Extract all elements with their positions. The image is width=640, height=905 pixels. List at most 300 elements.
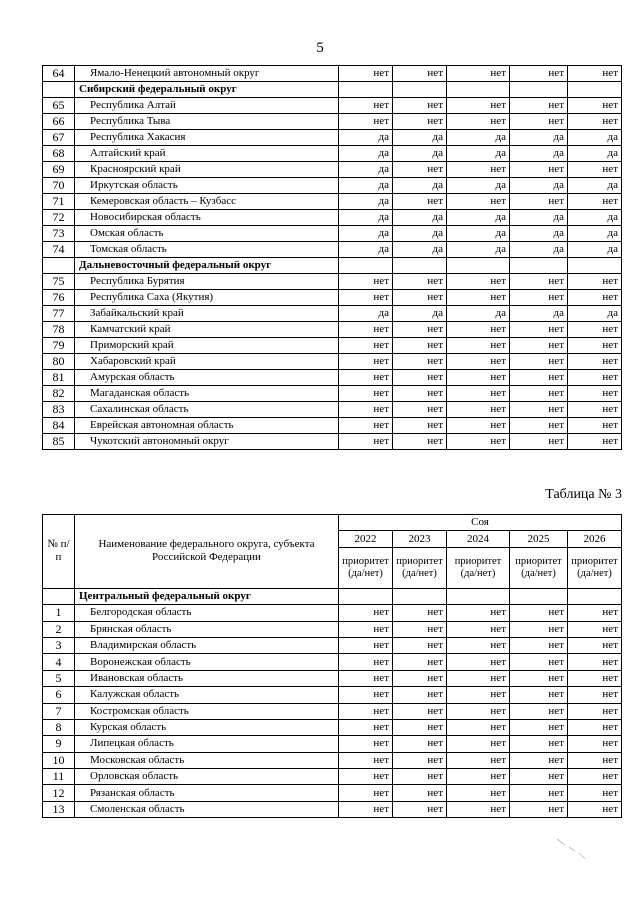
- region-name: Брянская область: [75, 621, 339, 637]
- priority-value: нет: [393, 370, 447, 386]
- priority-value: да: [393, 210, 447, 226]
- empty-cell: [568, 258, 622, 274]
- priority-value: нет: [339, 386, 393, 402]
- region-name: Чукотский автономный округ: [75, 434, 339, 450]
- priority-value: да: [339, 210, 393, 226]
- priority-value: да: [339, 130, 393, 146]
- priority-value: нет: [393, 654, 447, 670]
- priority-value: нет: [568, 194, 622, 210]
- priority-value: нет: [339, 769, 393, 785]
- section-row: [43, 588, 622, 604]
- priority-value: да: [510, 130, 568, 146]
- priority-value: нет: [447, 785, 510, 801]
- priority-value: нет: [510, 621, 568, 637]
- priority-value: нет: [510, 752, 568, 768]
- row-number: 6: [43, 687, 75, 703]
- empty-cell: [447, 258, 510, 274]
- priority-value: нет: [510, 290, 568, 306]
- row-number: 70: [43, 178, 75, 194]
- region-name: Хабаровский край: [75, 354, 339, 370]
- priority-value: да: [510, 306, 568, 322]
- priority-value: нет: [510, 801, 568, 817]
- priority-value: нет: [393, 801, 447, 817]
- priority-value: нет: [393, 402, 447, 418]
- table-row: [43, 130, 622, 146]
- header-year: 2023: [393, 531, 447, 547]
- priority-value: нет: [339, 370, 393, 386]
- region-name: Калужская область: [75, 687, 339, 703]
- empty-cell: [339, 588, 393, 604]
- priority-value: да: [339, 194, 393, 210]
- region-name: Томская область: [75, 242, 339, 258]
- priority-value: да: [447, 210, 510, 226]
- region-name: Еврейская автономная область: [75, 418, 339, 434]
- empty-cell: [447, 588, 510, 604]
- row-number: 68: [43, 146, 75, 162]
- priority-value: нет: [339, 418, 393, 434]
- region-name: Воронежская область: [75, 654, 339, 670]
- priority-value: нет: [510, 785, 568, 801]
- priority-value: нет: [568, 605, 622, 621]
- table-row: [43, 402, 622, 418]
- row-number: 1: [43, 605, 75, 621]
- empty-cell: [393, 588, 447, 604]
- priority-value: да: [568, 210, 622, 226]
- row-number: 8: [43, 719, 75, 735]
- region-name: Амурская область: [75, 370, 339, 386]
- table-row: [43, 621, 622, 637]
- priority-value: нет: [393, 605, 447, 621]
- row-number: 2: [43, 621, 75, 637]
- table-row: [43, 687, 622, 703]
- priority-value: нет: [447, 354, 510, 370]
- row-number: 79: [43, 338, 75, 354]
- table-row: [43, 386, 622, 402]
- header-name: Наименование федерального округа, субъекта Российской Федерации: [75, 515, 339, 589]
- priority-value: нет: [393, 736, 447, 752]
- table-row: [43, 736, 622, 752]
- empty-cell: [393, 258, 447, 274]
- priority-value: нет: [568, 162, 622, 178]
- empty-cell: [510, 82, 568, 98]
- region-name: Рязанская область: [75, 785, 339, 801]
- priority-value: нет: [568, 687, 622, 703]
- table-row: [43, 637, 622, 653]
- priority-value: нет: [339, 338, 393, 354]
- priority-value: нет: [393, 290, 447, 306]
- priority-value: нет: [510, 418, 568, 434]
- priority-value: нет: [568, 322, 622, 338]
- table-row: [43, 242, 622, 258]
- priority-value: да: [447, 242, 510, 258]
- row-number: 73: [43, 226, 75, 242]
- row-number: 74: [43, 242, 75, 258]
- priority-value: нет: [510, 687, 568, 703]
- priority-value: нет: [447, 274, 510, 290]
- priority-value: нет: [568, 801, 622, 817]
- priority-value: нет: [447, 114, 510, 130]
- region-name: Владимирская область: [75, 637, 339, 653]
- priority-value: нет: [447, 719, 510, 735]
- empty-cell: [510, 588, 568, 604]
- priority-value: нет: [393, 687, 447, 703]
- header-priority: приоритет (да/нет): [510, 547, 568, 588]
- row-number: 7: [43, 703, 75, 719]
- section-title: Сибирский федеральный округ: [75, 82, 339, 98]
- row-number: 66: [43, 114, 75, 130]
- header-priority: приоритет (да/нет): [447, 547, 510, 588]
- section-row: [43, 82, 622, 98]
- region-name: Красноярский край: [75, 162, 339, 178]
- empty-cell: [447, 82, 510, 98]
- priority-value: нет: [568, 769, 622, 785]
- table-row: [43, 719, 622, 735]
- row-number: 4: [43, 654, 75, 670]
- empty-cell: [568, 588, 622, 604]
- region-name: Приморский край: [75, 338, 339, 354]
- region-name: Республика Саха (Якутия): [75, 290, 339, 306]
- header-priority: приоритет (да/нет): [339, 547, 393, 588]
- priority-value: да: [339, 306, 393, 322]
- empty-cell: [339, 82, 393, 98]
- priority-value: нет: [339, 290, 393, 306]
- priority-value: нет: [510, 670, 568, 686]
- priority-value: да: [393, 242, 447, 258]
- priority-value: нет: [339, 322, 393, 338]
- table-row: [43, 354, 622, 370]
- priority-value: нет: [447, 621, 510, 637]
- table-row: [43, 654, 622, 670]
- priority-value: нет: [447, 654, 510, 670]
- priority-value: нет: [393, 769, 447, 785]
- priority-value: нет: [568, 418, 622, 434]
- priority-value: нет: [568, 98, 622, 114]
- priority-value: нет: [447, 801, 510, 817]
- header-year: 2022: [339, 531, 393, 547]
- section-row: [43, 258, 622, 274]
- priority-value: нет: [393, 752, 447, 768]
- priority-value: нет: [568, 274, 622, 290]
- row-number: 65: [43, 98, 75, 114]
- priority-value: нет: [510, 637, 568, 653]
- region-name: Республика Бурятия: [75, 274, 339, 290]
- priority-value: нет: [447, 66, 510, 82]
- empty-cell: [510, 258, 568, 274]
- priority-value: нет: [447, 605, 510, 621]
- priority-value: нет: [447, 370, 510, 386]
- table-row: [43, 670, 622, 686]
- priority-value: нет: [510, 703, 568, 719]
- priority-value: нет: [510, 402, 568, 418]
- priority-value: нет: [568, 114, 622, 130]
- priority-value: нет: [568, 637, 622, 653]
- section-title: Центральный федеральный округ: [75, 588, 339, 604]
- priority-value: нет: [339, 670, 393, 686]
- table-row: [43, 274, 622, 290]
- row-number: 11: [43, 769, 75, 785]
- priority-value: нет: [393, 386, 447, 402]
- priority-value: нет: [447, 402, 510, 418]
- priority-value: нет: [393, 785, 447, 801]
- priority-value: нет: [447, 637, 510, 653]
- priority-value: нет: [568, 386, 622, 402]
- region-name: Иркутская область: [75, 178, 339, 194]
- row-number: 78: [43, 322, 75, 338]
- region-name: Новосибирская область: [75, 210, 339, 226]
- region-name: Кемеровская область – Кузбасс: [75, 194, 339, 210]
- priority-value: нет: [393, 322, 447, 338]
- priority-value: нет: [510, 386, 568, 402]
- priority-value: нет: [393, 66, 447, 82]
- region-name: Алтайский край: [75, 146, 339, 162]
- priority-value: нет: [393, 162, 447, 178]
- row-number: 80: [43, 354, 75, 370]
- header-priority: приоритет (да/нет): [393, 547, 447, 588]
- priority-value: нет: [339, 434, 393, 450]
- priority-value: да: [339, 146, 393, 162]
- priority-value: нет: [510, 114, 568, 130]
- priority-value: нет: [393, 98, 447, 114]
- priority-value: нет: [568, 66, 622, 82]
- priority-value: нет: [339, 98, 393, 114]
- priority-value: да: [339, 178, 393, 194]
- priority-value: нет: [339, 719, 393, 735]
- table-row: [43, 322, 622, 338]
- priority-value: да: [568, 178, 622, 194]
- priority-value: нет: [510, 338, 568, 354]
- table-row: [43, 434, 622, 450]
- priority-value: нет: [393, 338, 447, 354]
- row-number: 9: [43, 736, 75, 752]
- page-number: 5: [316, 40, 324, 56]
- priority-value: нет: [510, 274, 568, 290]
- table-row: [43, 146, 622, 162]
- priority-value: да: [447, 226, 510, 242]
- header-year: 2024: [447, 531, 510, 547]
- priority-value: да: [568, 242, 622, 258]
- header-num: № п/п: [43, 515, 75, 589]
- empty-cell: [393, 82, 447, 98]
- priority-value: нет: [447, 670, 510, 686]
- priority-value: нет: [393, 114, 447, 130]
- row-number: 12: [43, 785, 75, 801]
- row-number: 10: [43, 752, 75, 768]
- priority-value: да: [568, 306, 622, 322]
- priority-value: нет: [447, 703, 510, 719]
- priority-value: нет: [447, 687, 510, 703]
- priority-value: да: [339, 162, 393, 178]
- priority-value: нет: [568, 434, 622, 450]
- priority-value: нет: [447, 98, 510, 114]
- table-row: [43, 114, 622, 130]
- table-row: [43, 178, 622, 194]
- priority-value: нет: [447, 194, 510, 210]
- priority-value: нет: [447, 434, 510, 450]
- priority-value: нет: [393, 703, 447, 719]
- priority-value: нет: [568, 402, 622, 418]
- region-name: Курская область: [75, 719, 339, 735]
- priority-value: да: [339, 242, 393, 258]
- priority-value: да: [447, 130, 510, 146]
- region-name: Омская область: [75, 226, 339, 242]
- priority-value: нет: [393, 621, 447, 637]
- priority-value: нет: [568, 621, 622, 637]
- priority-value: да: [393, 178, 447, 194]
- row-number: 82: [43, 386, 75, 402]
- priority-value: нет: [447, 290, 510, 306]
- table-row: [43, 290, 622, 306]
- region-name: Магаданская область: [75, 386, 339, 402]
- priority-value: нет: [568, 670, 622, 686]
- header-crop: Соя: [339, 515, 622, 531]
- priority-value: нет: [568, 354, 622, 370]
- row-number: [43, 258, 75, 274]
- priority-value: да: [510, 146, 568, 162]
- region-name: Московская область: [75, 752, 339, 768]
- priority-value: нет: [339, 637, 393, 653]
- priority-value: нет: [339, 274, 393, 290]
- header-year: 2025: [510, 531, 568, 547]
- row-number: 81: [43, 370, 75, 386]
- priority-value: нет: [510, 194, 568, 210]
- region-name: Ивановская область: [75, 670, 339, 686]
- priority-value: да: [393, 146, 447, 162]
- priority-value: нет: [447, 418, 510, 434]
- priority-value: нет: [568, 703, 622, 719]
- priority-value: нет: [510, 162, 568, 178]
- priority-value: нет: [447, 322, 510, 338]
- table-3: [42, 514, 622, 818]
- priority-value: да: [393, 130, 447, 146]
- priority-value: нет: [510, 66, 568, 82]
- table-row: [43, 338, 622, 354]
- priority-value: нет: [447, 162, 510, 178]
- region-name: Ямало-Ненецкий автономный округ: [75, 66, 339, 82]
- priority-value: нет: [510, 354, 568, 370]
- priority-value: нет: [510, 719, 568, 735]
- priority-value: нет: [339, 605, 393, 621]
- table-row: [43, 306, 622, 322]
- priority-value: нет: [339, 402, 393, 418]
- scan-mark: [555, 835, 595, 865]
- table-row: [43, 785, 622, 801]
- priority-value: да: [510, 210, 568, 226]
- priority-value: нет: [393, 354, 447, 370]
- priority-value: нет: [393, 637, 447, 653]
- row-number: 71: [43, 194, 75, 210]
- priority-value: да: [339, 226, 393, 242]
- priority-value: да: [568, 146, 622, 162]
- section-title: Дальневосточный федеральный округ: [75, 258, 339, 274]
- priority-value: да: [447, 178, 510, 194]
- region-name: Костромская область: [75, 703, 339, 719]
- priority-value: да: [510, 178, 568, 194]
- priority-value: нет: [568, 736, 622, 752]
- priority-value: нет: [447, 769, 510, 785]
- empty-cell: [568, 82, 622, 98]
- row-number: 5: [43, 670, 75, 686]
- priority-value: нет: [447, 752, 510, 768]
- priority-value: нет: [339, 114, 393, 130]
- priority-value: нет: [510, 98, 568, 114]
- table-row: [43, 98, 622, 114]
- row-number: [43, 588, 75, 604]
- table-row: [43, 162, 622, 178]
- region-name: Республика Тыва: [75, 114, 339, 130]
- priority-value: нет: [568, 752, 622, 768]
- priority-value: нет: [510, 736, 568, 752]
- priority-value: нет: [510, 654, 568, 670]
- row-number: 83: [43, 402, 75, 418]
- priority-value: нет: [339, 687, 393, 703]
- priority-value: нет: [568, 785, 622, 801]
- priority-value: нет: [447, 736, 510, 752]
- priority-value: нет: [339, 354, 393, 370]
- priority-value: нет: [510, 605, 568, 621]
- row-number: 84: [43, 418, 75, 434]
- priority-value: нет: [393, 670, 447, 686]
- priority-value: да: [393, 306, 447, 322]
- priority-value: нет: [447, 386, 510, 402]
- priority-value: нет: [339, 736, 393, 752]
- row-number: [43, 82, 75, 98]
- row-number: 85: [43, 434, 75, 450]
- table-row: [43, 752, 622, 768]
- priority-value: нет: [568, 370, 622, 386]
- priority-value: нет: [568, 290, 622, 306]
- row-number: 13: [43, 801, 75, 817]
- priority-value: да: [447, 306, 510, 322]
- row-number: 3: [43, 637, 75, 653]
- row-number: 69: [43, 162, 75, 178]
- row-number: 76: [43, 290, 75, 306]
- table-row: [43, 66, 622, 82]
- priority-value: нет: [339, 621, 393, 637]
- table-row: [43, 769, 622, 785]
- table-row: [43, 370, 622, 386]
- region-name: Камчатский край: [75, 322, 339, 338]
- priority-value: нет: [393, 274, 447, 290]
- priority-value: нет: [568, 654, 622, 670]
- priority-value: нет: [339, 66, 393, 82]
- priority-value: нет: [339, 703, 393, 719]
- priority-value: нет: [339, 654, 393, 670]
- region-name: Орловская область: [75, 769, 339, 785]
- priority-value: нет: [339, 785, 393, 801]
- row-number: 77: [43, 306, 75, 322]
- region-name: Сахалинская область: [75, 402, 339, 418]
- region-name: Смоленская область: [75, 801, 339, 817]
- table-row: [43, 605, 622, 621]
- priority-value: да: [510, 226, 568, 242]
- row-number: 75: [43, 274, 75, 290]
- priority-value: нет: [510, 434, 568, 450]
- header-priority: приоритет (да/нет): [568, 547, 622, 588]
- priority-value: да: [447, 146, 510, 162]
- region-name: Забайкальский край: [75, 306, 339, 322]
- table-row: [43, 210, 622, 226]
- row-number: 64: [43, 66, 75, 82]
- header-year: 2026: [568, 531, 622, 547]
- region-name: Липецкая область: [75, 736, 339, 752]
- priority-value: нет: [510, 370, 568, 386]
- table-row: [43, 194, 622, 210]
- priority-value: нет: [393, 418, 447, 434]
- priority-value: нет: [393, 719, 447, 735]
- region-name: Республика Алтай: [75, 98, 339, 114]
- table-row: [43, 801, 622, 817]
- priority-value: нет: [393, 194, 447, 210]
